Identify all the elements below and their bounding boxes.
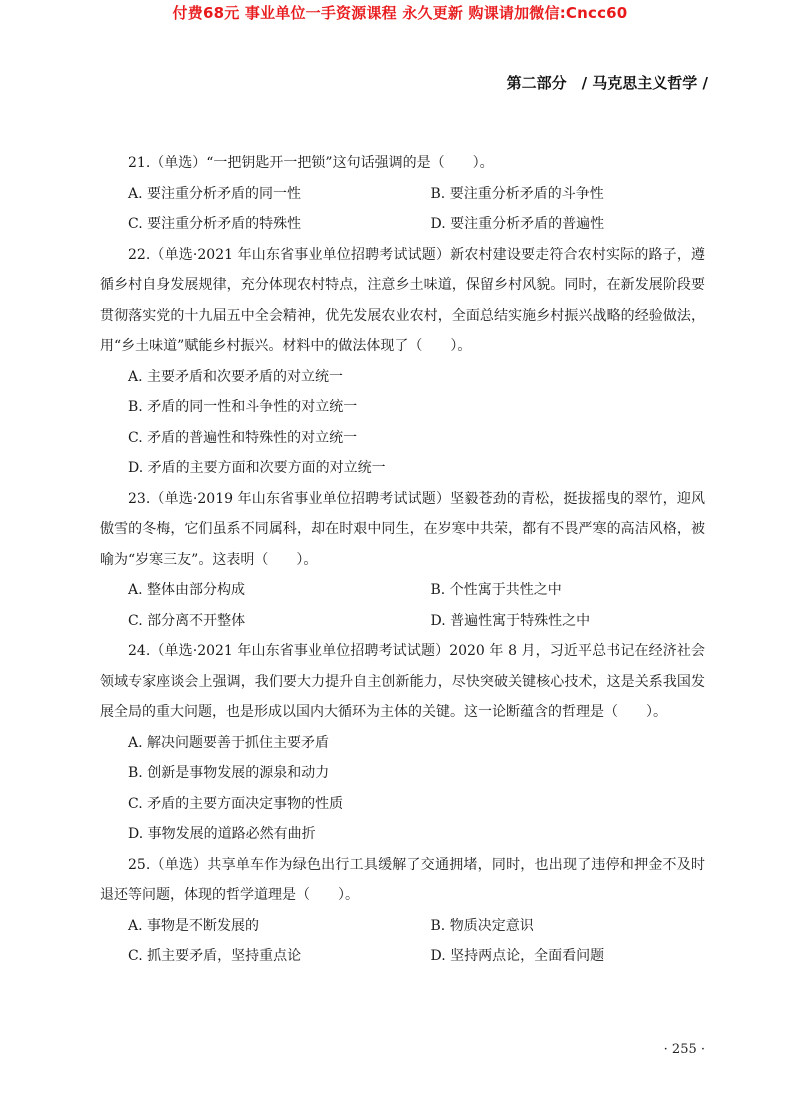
option-a: A. 整体由部分构成 (128, 582, 246, 598)
question-21 (100, 148, 705, 240)
question-stem: 21.（单选）“一把钥匙开一把锁”这句话强调的是（ ）。 (128, 155, 494, 171)
option-b: B. 个性寓于共性之中 (430, 582, 562, 598)
running-head: 第二部分 / 马克思主义哲学 / (506, 74, 708, 92)
options (100, 728, 705, 850)
options (100, 179, 705, 240)
option-b: B. 物质决定意识 (430, 917, 534, 934)
option-b: B. 矛盾的同一性和斗争性的对立统一 (128, 399, 358, 415)
question-stem: 23.（单选·2019 年山东省事业单位招聘考试试题）坚毅苍劲的青松，挺拔摇曳的翠竹，迎风傲雪的冬梅，它们虽系不同属科，却在时艰中同生，在岁寒中共荣，都有不畏严寒的高洁风格，被喻为“岁寒三友”。这表明（ ）。 (100, 490, 705, 568)
options (100, 911, 705, 972)
option-c: C. 部分离不开整体 (128, 612, 246, 629)
option-c: C. 矛盾的普遍性和特殊性的对立统一 (128, 429, 358, 446)
options (100, 575, 705, 636)
option-d: D. 事物发展的道路必然有曲折 (128, 826, 316, 842)
question-list (100, 148, 705, 972)
page-number: · 255 · (663, 1042, 705, 1057)
question-25 (100, 850, 705, 972)
promo-banner: 付费68元 事业单位一手资源课程 永久更新 购课请加微信:Cncc60 (172, 4, 628, 22)
options (100, 362, 705, 484)
option-c: C. 要注重分析矛盾的特殊性 (128, 216, 302, 232)
option-d: D. 要注重分析矛盾的普遍性 (430, 216, 605, 232)
option-a: A. 解决问题要善于抓住主要矛盾 (128, 734, 330, 751)
question-24 (100, 636, 705, 850)
question-stem: 24.（单选·2021 年山东省事业单位招聘考试试题）2020 年 8 月，习近平总书记在经济社会领域专家座谈会上强调，我们要大力提升自主创新能力，尽快突破关键核心技术，这是关系我国发展全局的重大问题，也是形成以国内大循环为主体的关键。这一论断蕴含的哲理是（ ）。 (100, 643, 705, 720)
question-stem: 22.（单选·2021 年山东省事业单位招聘考试试题）新农村建设要走符合农村实际的路子，遵循乡村自身发展规律，充分体现农村特点，注意乡土味道，保留乡村风貌。同时，在新发展阶段要贯彻落实党的十九届五中全会精神，优先发展农业农村，全面总结实施乡村振兴战略的经验做法，用“乡土味道”赋能乡村振兴。材料中的做法体现了（ ）。 (100, 246, 705, 354)
question-stem: 25.（单选）共享单车作为绿色出行工具缓解了交通拥堵，同时，也出现了违停和押金不及时退还等问题，体现的哲学道理是（ ）。 (100, 856, 705, 903)
option-b: B. 要注重分析矛盾的斗争性 (430, 185, 604, 202)
option-d: D. 矛盾的主要方面和次要方面的对立统一 (128, 460, 386, 476)
option-c: C. 矛盾的主要方面决定事物的性质 (128, 795, 344, 812)
question-23 (100, 484, 705, 637)
option-a: A. 事物是不断发展的 (128, 917, 260, 934)
option-c: C. 抓主要矛盾，坚持重点论 (128, 948, 302, 964)
option-d: D. 普遍性寓于特殊性之中 (430, 612, 591, 629)
option-d: D. 坚持两点论，全面看问题 (430, 948, 605, 964)
question-22 (100, 240, 705, 484)
option-b: B. 创新是事物发展的源泉和动力 (128, 765, 330, 781)
option-a: A. 主要矛盾和次要矛盾的对立统一 (128, 368, 344, 385)
option-a: A. 要注重分析矛盾的同一性 (128, 185, 302, 202)
